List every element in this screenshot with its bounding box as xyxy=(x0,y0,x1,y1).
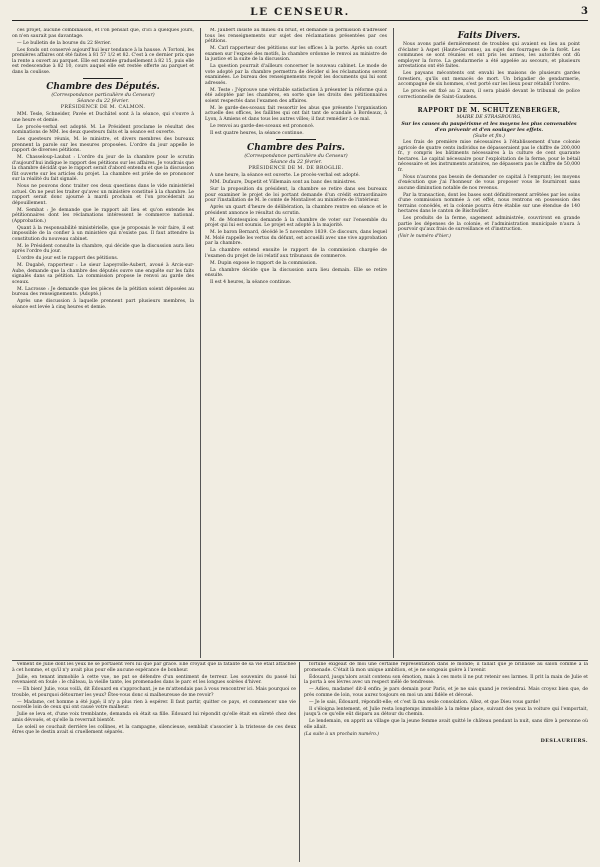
paragraph: MM. Tesle, Schneider, Pavée et Duchâtel sont à la séance, qui s'ouvre à une heure et demie. xyxy=(12,112,194,123)
paragraph: La question pourrait d'ailleurs concerner le nouveau cabinet. Le mode de vote adopté par la chambre permettra de décider si les réclamations seront examinées. Le bureau des renseignements reçoit les documents qui lui sont adressés. xyxy=(205,64,387,86)
author-signature: DESLAURIERS. xyxy=(540,737,588,744)
paragraph: Il est 4 heures, la séance continue. xyxy=(210,280,292,285)
section-heading-pairs: Chambre des Pairs. xyxy=(247,143,345,153)
paragraph: M. Carl rapporteur des pétitions sur les offices à la porte. Après un court examen sur l'exposé des motifs, la chambre ordonne le renvoi au ministre de la justice et la suite de la discussion. xyxy=(205,46,387,62)
paragraph: Julie se leva et, d'une voix tremblante, demanda où était sa fille. Édouard lui répondit qu'elle était en sûreté chez des amis dévoués, et qu'elle la reverrait bientôt. xyxy=(12,712,296,723)
paragraph: L'ordre du jour est le rapport des pétitions. xyxy=(17,256,119,261)
paragraph: La chambre décide que la discussion aura lieu demain. Elle se retire ensuite. xyxy=(205,267,387,278)
masthead xyxy=(0,0,600,26)
paragraph: Les questeurs réunis, M. le ministre, et divers membres des bureaux prennent la parole sur les mesures proposées. L'ordre du jour appelle le rapport de diverses pétitions. xyxy=(12,137,194,153)
correspondence-note: (Correspondance particulière du Censeur) xyxy=(244,154,348,159)
paragraph: Il est quatre heures, la séance continue. xyxy=(210,130,304,136)
page-number: 3 xyxy=(581,6,588,17)
paragraph: Le renvoi au garde-des-sceaux est prononcé. xyxy=(210,123,315,129)
paragraph: Les paysans mécontents ont envahi les maisons de plusieurs gardes forestiers, qu'ils ont menacés de mort. Un brigadier de gendarmerie, accompagné de six hommes, s'est porté sur les lieux pour rétablir l'ordre. xyxy=(398,71,580,87)
feuilleton-left xyxy=(12,662,296,862)
paragraph: M. Chasseloup-Laubat : L'ordre du jour de la chambre pour le scrutin d'aujourd'hui indique le rapport des pétitions sur les affaires. Je voudrais que la chambre décidât que le rapport serait d'abord entendu et que la discussion fût ouverte sur les articles du projet. La chambre est priée de se prononcer sur la réalité du fait signalé. xyxy=(12,155,194,182)
report-continuation: (Suite et fin.) xyxy=(472,134,506,139)
paragraph: M. Jaubert insiste au milieu du bruit, et demande la permission d'adresser tous les renseignements sur sujet des réclamations présentées par ces pétitions. xyxy=(205,28,387,44)
presidency-line: PRÉSIDENCE DE M. CALMON. xyxy=(60,105,146,110)
paragraph: — Madame, cet homme a été jugé; il n'y a plus rien à espérer. Il faut partir, quitter ce pays, et commencer une vie nouvelle loin de ceux qui ont causé votre malheur. xyxy=(12,699,296,710)
session-date: Séance du 22 février. xyxy=(270,160,322,165)
paragraph: M. Sembat : Je demande que le rapport ait lieu et qu'on entende les pétitionnaires dont les réclamations intéressent le commerce national. (Approbation.) xyxy=(12,207,194,224)
feuilleton-rule xyxy=(12,660,588,661)
paragraph: — Je le sais, Édouard, répondit-elle; et c'est là ma seule consolation. Allez, et que Dieu vous garde! xyxy=(309,699,541,705)
paragraph: Les fonds ont conservé aujourd'hui leur tendance à la hausse. A Tortoni, les premières affaires ont été faites à 81 57 1/2 et 82. C'est à ce dernier prix que la rente a ouvert au parquet. Elle est montée graduellement à 82 15, puis elle est redescendue à 82 10, cours auquel elle est restée offerte au parquet et dans la coulisse. xyxy=(12,47,194,75)
paragraph: Le procès est fixé au 2 mars, il sera plaidé devant le tribunal de police correctionnelle de Saint-Gaudens. xyxy=(398,89,580,100)
paragraph: Sur la proposition du président, la chambre se retire dans ses bureaux pour examiner le projet de loi portant demande d'un crédit extraordinaire pour l'installation de M. le comte de Montalivet au ministère de l'intérieur. xyxy=(205,187,387,203)
section-rule xyxy=(469,103,509,104)
paragraph: M. Teste : J'éprouve une véritable satisfaction à présenter la réforme qui a été adoptée par les chambres, en sorte que les droits des pétitionnaires soient respectés dans l'examen des affaires. xyxy=(205,87,387,104)
paragraph: M. Lacrosse : Je demande que les pièces de la pétition soient déposées au bureau des renseignements. (Adopté.) xyxy=(12,286,194,297)
paragraph: Les produits de la ferme, sagement administrée, couvriront en grande partie les dépenses de la colonie, et l'administration municipale n'aura à pourvoir qu'aux frais de surveillance et d'instruction. xyxy=(398,216,580,232)
section-heading-deputes: Chambre des Députés. xyxy=(46,82,160,92)
column-right xyxy=(398,28,580,658)
paragraph: fortune exigeait de moi une certaine représentation dans le monde; il fallait que je brillasse au salon comme à la promenade. C'était là mon unique ambition, et je ne songeais guère à l'avenir. xyxy=(304,662,588,673)
paragraph: M. le baron Bernard, décédé le 5 novembre 1839. Ce discours, dans lequel M. Molé rappelle les vertus du défunt, est accueilli avec une vive approbation par la chambre. xyxy=(205,230,387,246)
paragraph: ces projet, aucune combinaison, et l'on pensait que, d'ici à quelques jours, on n'en saurait pas davantage. xyxy=(12,28,194,39)
section-rule xyxy=(276,139,316,140)
paragraph: vement de Julie dont les yeux ne se portaient vers lui que par grâce. Elle croyait que la fatalité de sa vie était attachée à cet homme, et qu'il n'y avait plus pour elle aucune espérance de bonheur. xyxy=(12,662,296,673)
paragraph: La chambre entend ensuite le rapport de la commission chargée de l'examen du projet de loi relatif aux tribunaux de commerce. xyxy=(205,248,387,259)
paragraph: M. le Président consulte la chambre, qui décide que la discussion aura lieu après l'ordre du jour. xyxy=(12,243,194,254)
section-rule xyxy=(83,78,123,79)
presidency-line: PRÉSIDENCE DE M. DE BROGLIE. xyxy=(248,166,344,171)
column-divider xyxy=(393,28,394,658)
paragraph: Après une discussion à laquelle prennent part plusieurs membres, la séance est levée à cinq heures et demie. xyxy=(12,299,194,310)
paragraph: Édouard, jusqu'alors avait contenu son émotion, mais à ces mots il ne put retenir ses larmes. Il prit la main de Julie et la porta à ses lèvres avec un respect mêlé de tendresse. xyxy=(304,674,588,685)
correspondence-note: (Correspondance particulière du Censeur) xyxy=(51,93,155,98)
paragraph: — Adieu, madame! dit-il enfin; je pars demain pour Paris, et je ne sais quand je reviendrai. Mais croyez bien que, de près comme de loin, vous aurez toujours en moi un ami fidèle et dévoué. xyxy=(304,687,588,698)
paragraph: Julie, en tenant immobile à cette vue, ne put se défendre d'un sentiment de terreur. Les souvenirs du passé lui revenaient en foule : le château, la vieille tante, les promenades dans le parc et les longues soirées d'hiver. xyxy=(12,674,296,685)
paragraph: Il s'éloigna lentement, et Julie resta longtemps immobile à la même place, suivant des yeux la voiture qui l'emportait, jusqu'à ce qu'elle eût disparu au détour du chemin. xyxy=(304,706,588,717)
session-date: Séance du 22 février. xyxy=(77,99,129,104)
paragraph: Nous avons parlé dernièrement de troubles qui avaient eu lieu au point d'éclater à Aspet (Haute-Garonne), au sujet des fourrages de la forêt. Les communes se sont réunies et ont pris les armes, les autorités ont dû employer la force. La gendarmerie a été appelée au secours, et plusieurs arrestations ont été faites. xyxy=(398,42,580,69)
paragraph: Après un quart d'heure de délibération, la chambre rentre en séance et le président annonce le résultat du scrutin. xyxy=(205,205,387,216)
paragraph: Le procès-verbal est adopté. M. Le Président proclame le résultat des nominations de MM. les deux questeurs faits et la séance est ouverte. xyxy=(12,124,194,135)
paragraph: Les frais de première mise nécessaires à l'établissement d'une colonie agricole de quatre cents individus ne dépasseraient pas le chiffre de 200,000 fr., y compris les bâtiments nécessaires à la culture de cent quarante hectares. Le capital nécessaire pour l'exploitation de la ferme, pour le bétail nécessaire et les instruments aratoires, ne dépassera pas le chiffre de 50,000 fr. xyxy=(398,140,580,173)
report-topic: Sur les causes du paupérisme et les moyens les plus convenables d'en prévenir et d'en soulager les effets. xyxy=(401,121,577,133)
paragraph: A une heure, la séance est ouverte. Le procès-verbal est adopté. xyxy=(210,173,360,178)
report-heading: RAPPORT DE M. SCHUTZENBERGER, xyxy=(417,107,561,114)
column-divider xyxy=(299,662,300,862)
masthead-rule xyxy=(12,20,588,21)
paragraph: M. de Montesquiou demande à la chambre de voter sur l'ensemble du projet qui lui est soumis. Le projet est adopté à la majorité. xyxy=(205,217,387,228)
column-left xyxy=(12,28,194,658)
paragraph: — Le bulletin de la bourse du 22 février. xyxy=(17,40,111,46)
continuation-note: (La suite à un prochain numéro.) xyxy=(304,731,380,737)
section-heading-faits-divers: Faits Divers. xyxy=(457,31,521,41)
paragraph: M. Dupin expose le rapport de la commission. xyxy=(210,260,318,266)
column-middle xyxy=(205,28,387,658)
feuilleton-right xyxy=(304,662,588,862)
paragraph: M. Dugabé, rapporteur : Le sieur Lapeyrolle-Aubert, avoué à Arcis-sur-Aube, demande que la chambre des députés ouvre une enquête sur les faits signalés dans sa pétition. La commission propose le renvoi au garde des sceaux. xyxy=(12,263,194,285)
footnote: (Voir le numéro d'hier.) xyxy=(398,234,451,239)
paragraph: Le soleil se couchait derrière les collines, et la campagne, silencieuse, semblait s'associer à la tristesse de ces deux êtres que le destin avait si cruellement séparés. xyxy=(12,724,296,735)
paragraph: Quant à la responsabilité ministérielle, que je proposais le voir faire, il est impossible de la confier à un ministère qui n'existe pas. Il faut attendre la constitution du nouveau cabinet. xyxy=(12,225,194,242)
column-divider xyxy=(200,28,201,658)
report-subheading: MAIRE DE STRASBOURG, xyxy=(456,115,522,120)
paragraph: Nous ne pouvons donc traiter ces deux questions dans le vide ministériel actuel. On ne peut les traiter qu'avec un ministère constitué à la chambre. Le rapport serait donc ajourné à mardi prochain et l'on procéderait au dépouillement. xyxy=(12,184,194,206)
newspaper-title: LE CENSEUR. xyxy=(250,6,350,18)
paragraph: M. le garde-des-sceaux fait ressortir les abus que présente l'organisation actuelle des offices, les faillites qui ont fait tant de scandale à Bordeaux, à Lyon, à Amiens et dans tous les autres villes; il faut remédier à ce mal. xyxy=(205,105,387,122)
paragraph: MM. Dufaure, Dupetit et Villemain sont au banc des ministres. xyxy=(210,180,357,185)
paragraph: Le lendemain, on apprit au village que la jeune femme avait quitté le château pendant la nuit, sans dire à personne où elle allait. xyxy=(304,719,588,730)
paragraph: — Eh bien! Julie, vous voilà, dit Édouard en s'approchant, je ne m'attendais pas à vous rencontrer ici. Mais pourquoi ce trouble, et pourquoi détourner les yeux? Êtes-vous donc si malheureuse de me revoir? xyxy=(12,687,296,698)
paragraph: Par la transaction, dont les bases sont définitivement arrêtées par les soins d'une commission nommée à cet effet, nous rentrons en possession des terrains concédés, et la colonie pourra être établie sur une étendue de 140 hectares dans le canton de Bischwiller. xyxy=(398,192,580,214)
paragraph: Nous n'aurons pas besoin de demander ce capital à l'emprunt; les moyens d'exécution que j'ai l'honneur de vous proposer vous le fourniront sans aucune diminution notable de nos revenus. xyxy=(398,174,580,191)
